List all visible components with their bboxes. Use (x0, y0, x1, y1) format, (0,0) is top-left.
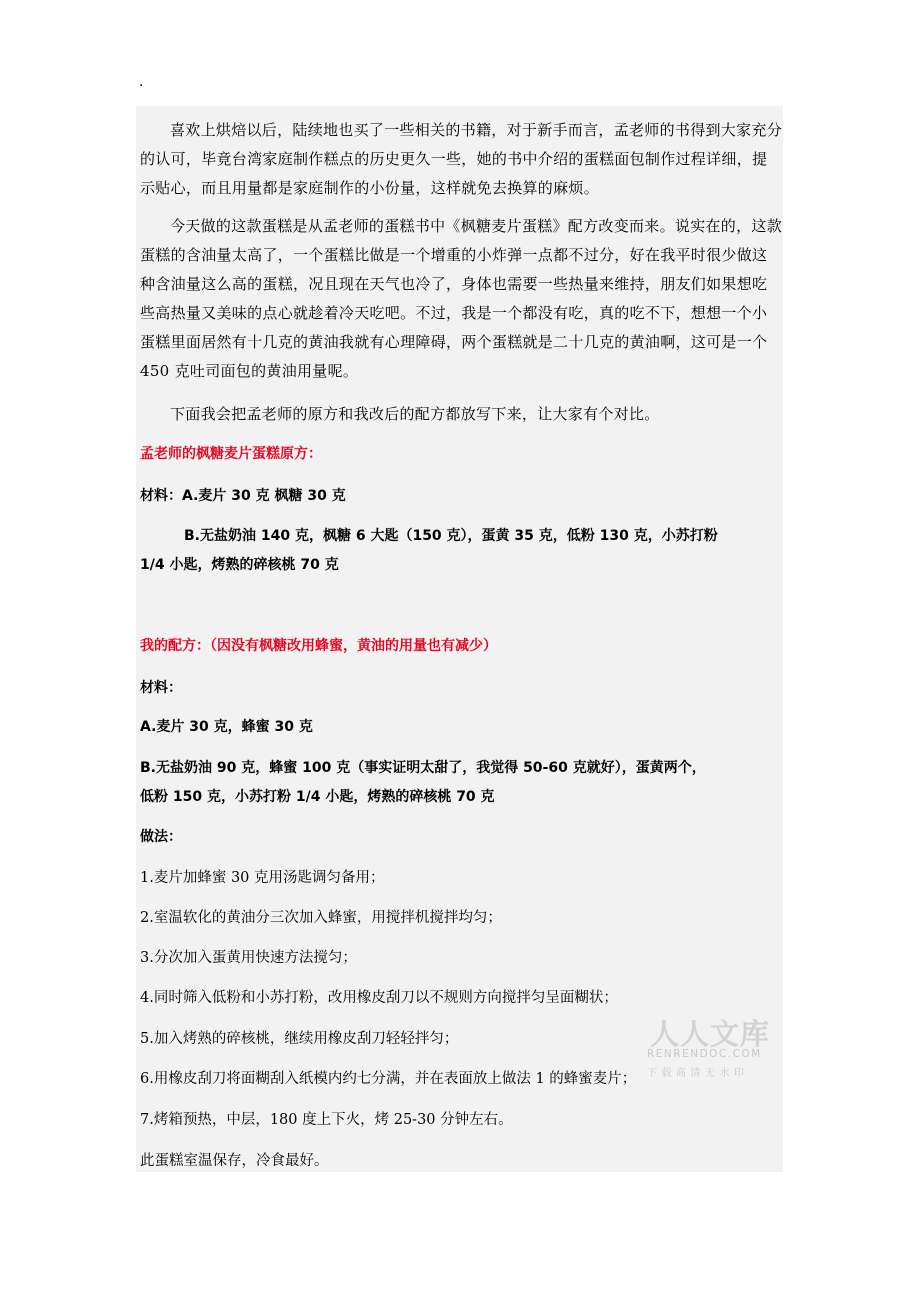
original-recipe-heading: 孟老师的枫糖麦片蛋糕原方： (140, 446, 322, 462)
my-material-a: A.麦片 30 克，蜂蜜 30 克 (140, 719, 313, 735)
original-material-b-line-2: 1/4 小匙，烤熟的碎核桃 70 克 (140, 557, 339, 573)
method-label: 做法： (140, 829, 182, 845)
my-recipe-heading: 我的配方：（因没有枫糖改用蜂蜜，黄油的用量也有减少） (140, 638, 497, 654)
watermark-sub: 下载高清无水印 (647, 1068, 749, 1079)
method-step-1: 1.麦片加蜂蜜 30 克用汤匙调匀备用； (140, 870, 385, 886)
storage-note: 此蛋糕室温保存，冷食最好。 (140, 1153, 329, 1169)
method-step-6: 6.用橡皮刮刀将面糊刮入纸模内约七分满，并在表面放上做法 1 的蜂蜜麦片； (140, 1071, 637, 1087)
original-material-a: 材料：A.麦片 30 克 枫糖 30 克 (140, 488, 346, 504)
leading-dot: . (139, 73, 144, 90)
intro-paragraph-1: 喜欢上烘焙以后，陆续地也买了一些相关的书籍，对于新手而言，孟老师的书得到大家充分的认可，毕竟台湾家庭制作糕点的历史更久一些，她的书中介绍的蛋糕面包制作过程详细，提示贴心，而且用量都是家庭制作的小份量，这样就免去换算的麻烦。 (140, 121, 783, 197)
intro-paragraph-2: 今天做的这款蛋糕是从孟老师的蛋糕书中《枫糖麦片蛋糕》配方改变而来。说实在的，这款蛋糕的含油量太高了，一个蛋糕比做是一个增重的小炸弹一点都不过分，好在我平时很少做这种含油量这么高的蛋糕，况且现在天气也冷了，身体也需要一些热量来维持，朋友们如果想吃些高热量又美味的点心就趁着冷天吃吧。不过，我是一个都没有吃，真的吃不下，想想一个小蛋糕里面居然有十几克的黄油我就有心理障碍，两个蛋糕就是二十几克的黄油啊，这可是一个 450 克吐司面包的黄油用量呢。 (140, 217, 783, 380)
method-step-5: 5.加入烤熟的碎核桃，继续用橡皮刮刀轻轻拌匀； (140, 1031, 459, 1047)
intro-paragraph-3: 下面我会把孟老师的原方和我改后的配方都放写下来，让大家有个对比。 (170, 405, 660, 423)
my-material-b-line-2: 低粉 150 克，小苏打粉 1/4 小匙，烤熟的碎核桃 70 克 (140, 789, 495, 805)
watermark-en: RENRENDOC.COM (647, 1048, 762, 1060)
article-body (136, 106, 783, 1172)
method-step-4: 4.同时筛入低粉和小苏打粉，改用橡皮刮刀以不规则方向搅拌匀呈面糊状； (140, 990, 618, 1006)
method-step-7: 7.烤箱预热，中层，180 度上下火，烤 25-30 分钟左右。 (140, 1112, 513, 1128)
method-step-3: 3.分次加入蛋黄用快速方法搅匀； (140, 950, 357, 966)
original-material-b-line-1: B.无盐奶油 140 克，枫糖 6 大匙（150 克），蛋黄 35 克，低粉 130 克，小苏打粉 (184, 528, 718, 544)
method-step-2: 2.室温软化的黄油分三次加入蜂蜜，用搅拌机搅拌均匀； (140, 910, 502, 926)
watermark-cn: 人人文库 (650, 1017, 771, 1051)
my-material-label: 材料： (140, 680, 182, 696)
my-material-b-line-1: B.无盐奶油 90 克，蜂蜜 100 克（事实证明太甜了，我觉得 50-60 克就好），蛋黄两个， (140, 760, 706, 776)
